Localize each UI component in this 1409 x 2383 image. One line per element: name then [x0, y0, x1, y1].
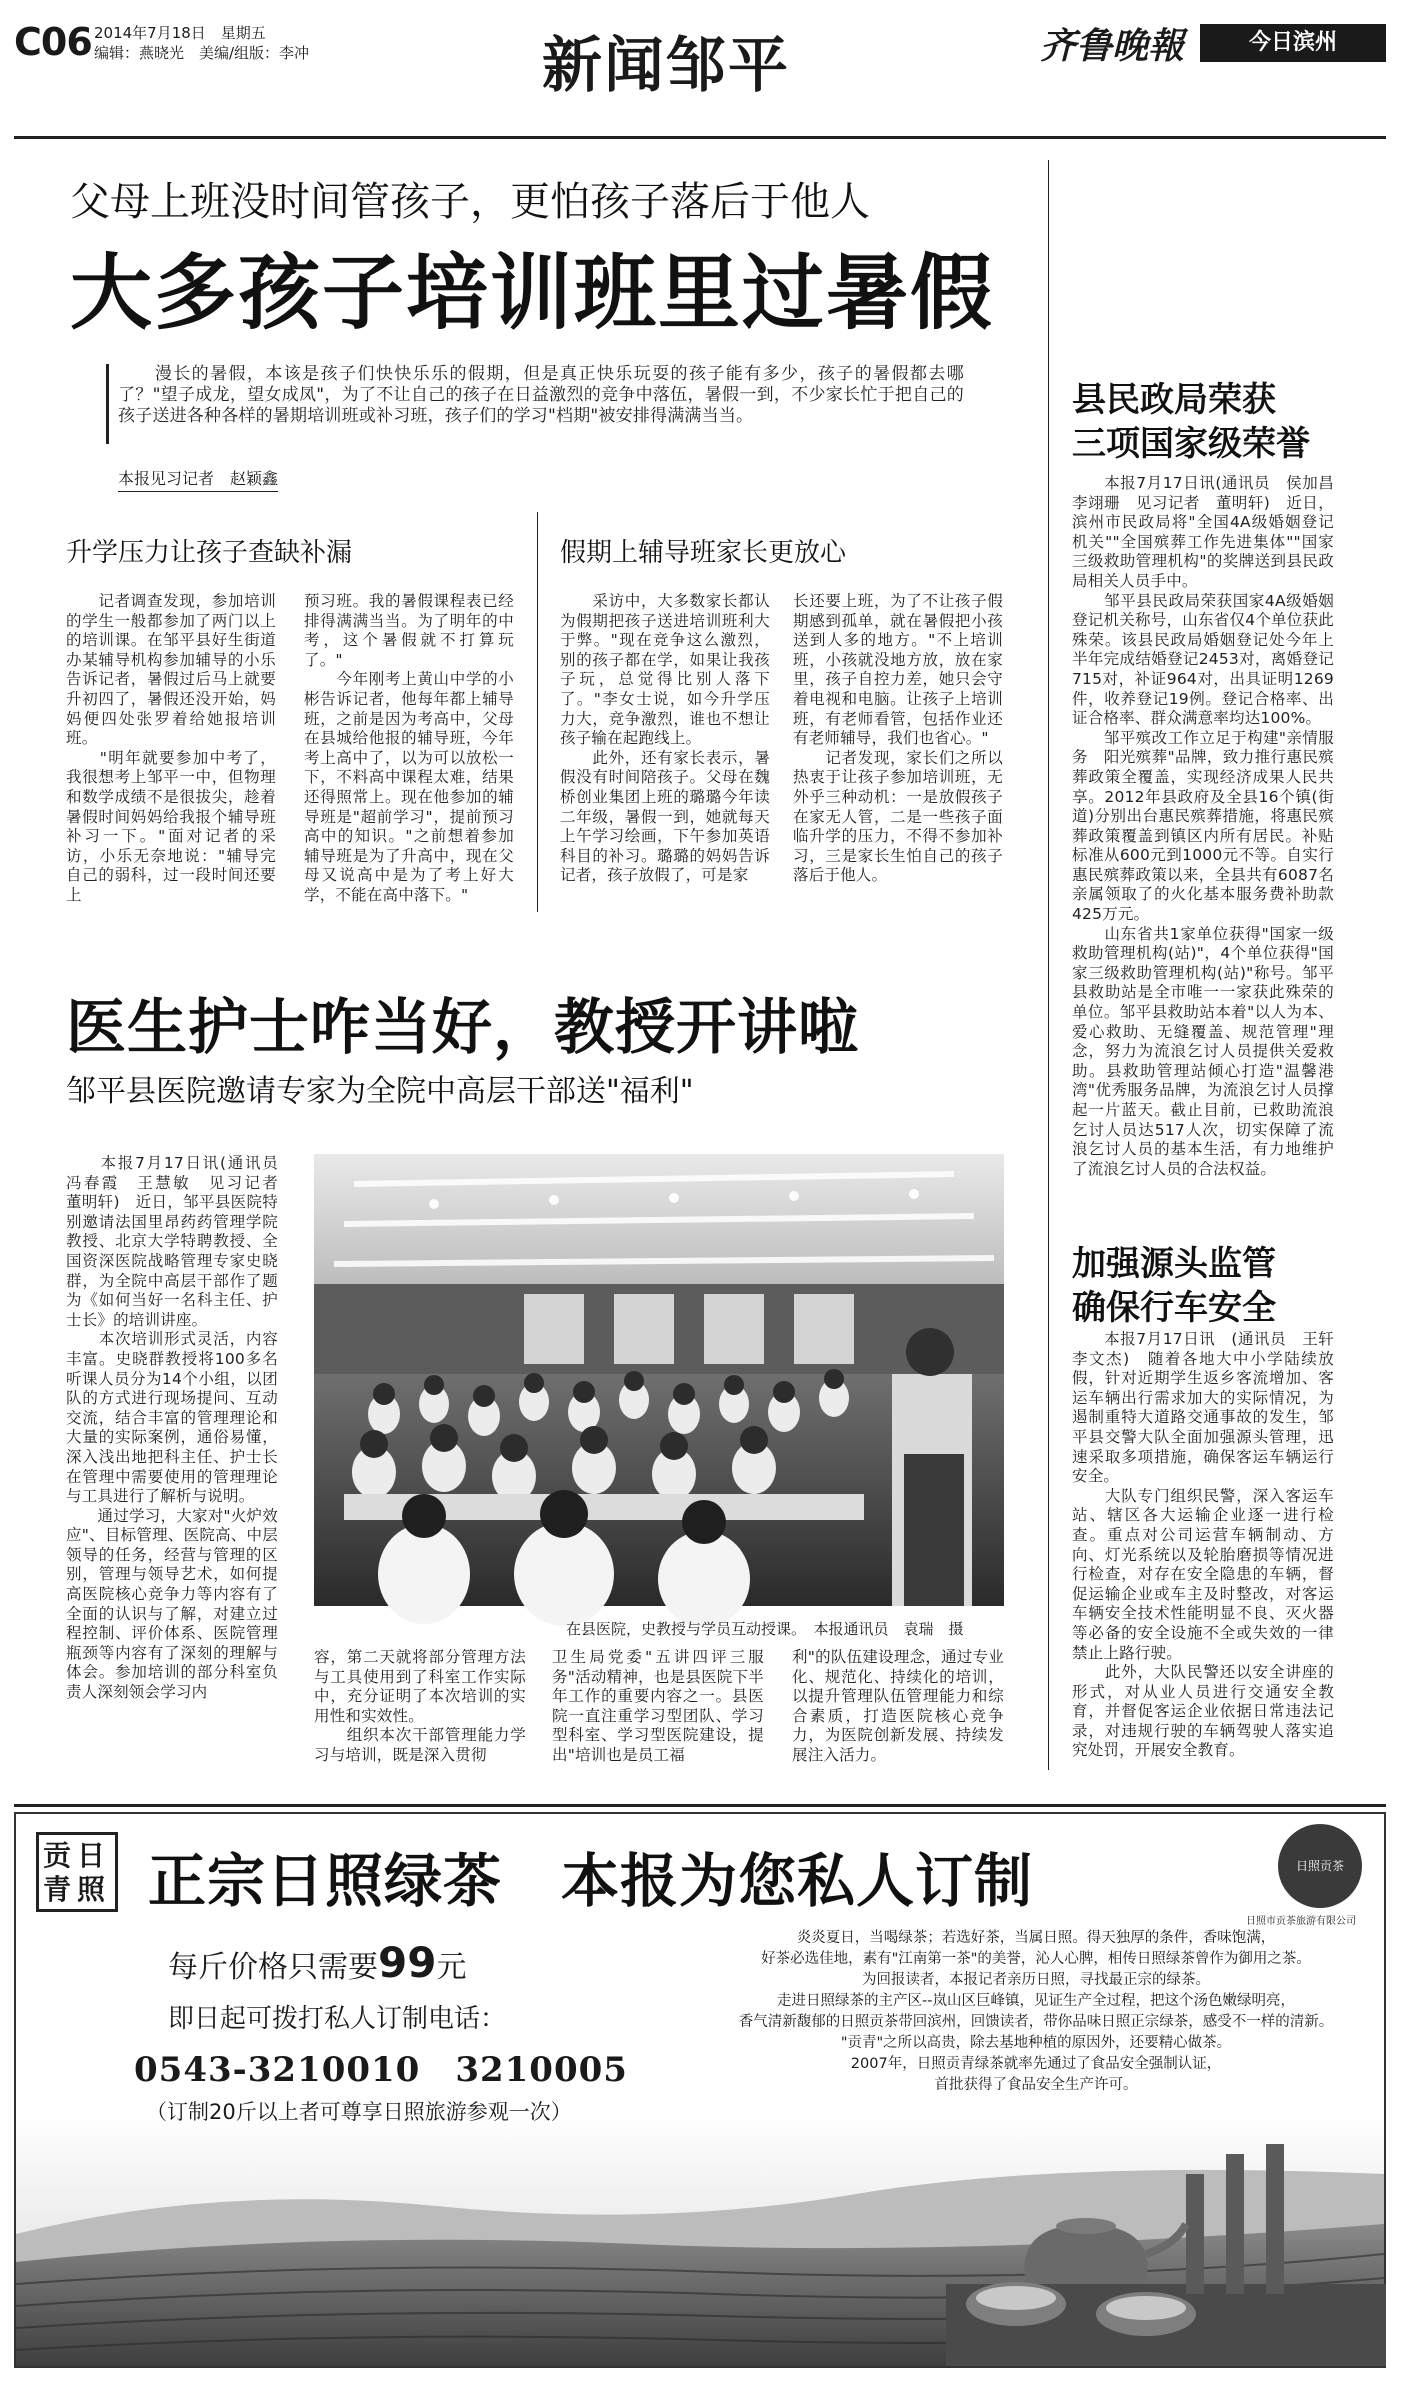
sidebar2-body: 本报7月17日讯 (通讯员 王轩 李文杰) 随着各地大中小学陆续放假，针对近期学生返乡客流增加、客运车辆出行需求加大的实际情况，为遏制重特大道路交通事故的发生，邹平县交警大队全面加强源头管理，迅速采取多项措施，确保客运车辆运行安全。 大队专门组织民警，深入客运车站、辖区各大运输企业逐一进行检查。重点对公司运营车辆制动、方向、灯光系统以及轮胎磨损等情况进行检查，对存在安全隐患的车辆，督促运输企业或车主及时整改，对客运车辆安全技术性能明显不良、灭火器等必备的安全设施不全或失效的一律禁止上路行驶。 此外，大队民警还以安全讲座的形式，对从业人员进行交通安全教育，并督促客运企业依据日常违法记录，对违规行驶的车辆驾驶人落实追究处罚，开展安全教育。: [1072, 1330, 1334, 1760]
photo-caption: 在县医院，史教授与学员互动授课。 本报通讯员 袁瑞 摄: [566, 1620, 964, 1638]
article1-column-divider: [537, 512, 538, 912]
call-line: 即日起可拨打私人订制电话：: [168, 2004, 507, 2034]
date-line: 2014年7月18日 星期五: [94, 24, 266, 42]
ad-copy-line: 香气清新馥郁的日照贡茶带回滨州，回馈读者，带你品味日照正宗绿茶，感受不一样的清新。: [738, 2014, 1334, 2030]
article2-col1: 本报7月17日讯(通讯员 冯春霞 王慧敏 见习记者 董明轩) 近日，邹平县医院特别邀请法国里昂药药管理学院教授、北京大学特聘教授、全国资深医院战略管理专家史晓群，为全院中高层干部作了题为《如何当好一名科主任、护士长》的培训讲座。 本次培训形式灵活，内容丰富。史晓群教授将100多名听课人员分为14个小组，以团队的方式进行现场提问、互动交流，结合丰富的管理理论和大量的实际案例，通俗易懂，深入浅出地把科主任、护士长在管理中需要使用的管理理论与工具进行了解析与说明。 通过学习，大家对"火炉效应"、目标管理、医院高、中层领导的任务，经营与管理的区别，管理与领导艺术，如何提高医院核心竞争力等内容有了全面的认识与了解，对建立过程控制、评价体系、医院管理瓶颈等内容有了深刻的理解与体会。参加培训的部分科室负责人深刻领会学习内: [66, 1154, 278, 1702]
brand-seal: [36, 1832, 118, 1912]
article1-subhead-1: 升学压力让孩子查缺补漏: [66, 538, 353, 568]
lecture-photo: [314, 1154, 1004, 1606]
editor-line: 编辑：燕晓光 美编/组版：李冲: [94, 44, 310, 62]
brand-badge-caption: 日照市贡茶旅游有限公司: [1246, 1916, 1356, 1927]
article1-col2: 预习班。我的暑假课程表已经排得满满当当。为了明年的中考，这个暑假就不打算玩了。" 今年刚考上黄山中学的小彬告诉记者，他每年都上辅导班，之前是因为考高中，父母在县城给他报的辅导班，今年考上高中了，以为可以放松一下，不料高中课程太难，结果还得照常上。现在他参加的辅导班是"超前学习"，提前预习高中的知识。"之前想着参加辅导班是为了升高中，现在父母又说高中是为了考上好大学，不能在高中落下。": [304, 592, 514, 904]
article1-headline: 大多孩子培训班里过暑假: [70, 246, 995, 341]
ad-copy-line: 炎炎夏日，当喝绿茶；若选好茶，当属日照。得天独厚的条件，香味饱满，: [796, 1930, 1276, 1946]
article1-byline: 本报见习记者 赵颖鑫: [118, 466, 278, 492]
article2-headline: 医生护士咋当好，教授开讲啦: [66, 993, 859, 1063]
edition-tag: 今日滨州: [1200, 24, 1386, 62]
sidebar2-headline-line1: 加强源头监管: [1072, 1244, 1276, 1284]
price-prefix: 每斤价格只需要: [168, 1950, 378, 1985]
brand-badge-text: 日照贡茶: [1295, 1859, 1344, 1873]
price-line: [168, 1938, 466, 1987]
article2-col4: 利"的队伍建设理念，通过专业化、规范化、持续化的培训，以提升管理队伍管理能力和综合素质，打造医院核心竞争力，为医院创新发展、持续发展注入活力。: [792, 1648, 1004, 1764]
article1-col1: 记者调查发现，参加培训的学生一般都参加了两门以上的培训课。在邹平县好生街道办某辅导机构参加辅导的小乐告诉记者，暑假过后马上就要升初四了，暑假还没开始，妈妈便四处张罗着给她报培训班。 "明年就要参加中考了，我很想考上邹平一中，但物理和数学成绩不是很拔尖，趁着暑假时间妈妈给我报个辅导班补习一下。"面对记者的采访，小乐无奈地说："辅导完自己的弱科，过一段时间还要上: [66, 592, 276, 904]
sidebar-divider: [1048, 160, 1049, 1770]
article1-subhead-2: 假期上辅导班家长更放心: [560, 538, 847, 568]
sidebar1-headline-line2: 三项国家级荣誉: [1072, 424, 1310, 464]
article1-kicker: 父母上班没时间管孩子，更怕孩子落后于他人: [70, 179, 870, 225]
section-title: 新闻邹平: [542, 31, 790, 101]
page-code: C06: [14, 20, 92, 64]
ad-copy-line: 走进日照绿茶的主产区--岚山区巨峰镇，见证生产全过程，把这个汤色嫩绿明亮，: [777, 1993, 1295, 2009]
brand-badge: [1278, 1824, 1362, 1908]
sidebar1-body: 本报7月17日讯(通讯员 侯加昌 李翊珊 见习记者 董明轩) 近日，滨州市民政局将"全国4A级婚姻登记机关""全国殡葬工作先进集体""国家三级救助管理机构"的奖牌送到县民政局相关人员手中。 邹平县民政局荣获国家4A级婚姻登记机关称号，山东省仅4个单位获此殊荣。该县民政局婚姻登记处今年上半年完成结婚登记2453对，离婚登记715对，补证964对，出具证明1269件，收养登记19例。登记合格率、出证合格率、群众满意率均达100%。 邹平殡改工作立足于构建"亲情服务 阳光殡葬"品牌，致力推行惠民殡葬政策全覆盖，实现经济成果人民共享。2012年县政府及全县16个镇(街道)分别出台惠民殡葬措施，将惠民殡葬政策覆盖到镇区内所有居民。补贴标准从600元到1000元不等。自实行惠民殡葬政策以来，全县共有6087名亲属领取了的火化基本服务费补助款425万元。 山东省共1家单位获得"国家一级救助管理机构(站)"，4个单位获得"国家三级救助管理机构(站)"称号。邹平县救助站是全市唯一一家获此殊荣的单位。邹平县救助站本着"以人为本、爱心救助、无缝覆盖、规范管理"理念，努力为流浪乞讨人员提供关爱救助。县救助管理站倾心打造"温馨港湾"优秀服务品牌，为流浪乞讨人员撑起一片蓝天。截止目前，已救助流浪乞讨人员达517人次，切实保障了流浪乞讨人员的基本生活，有力地维护了流浪乞讨人员的合法权益。: [1072, 474, 1334, 1178]
sidebar1-headline-line1: 县民政局荣获: [1072, 380, 1276, 420]
ad-copy-line: 为回报读者，本报记者亲历日照，寻找最正宗的绿茶。: [862, 1972, 1210, 1988]
ad-copy-line: 首批获得了食品安全生产许可。: [934, 2077, 1138, 2093]
phone-numbers: 0543-3210010 3210005: [134, 2050, 628, 2090]
sidebar2-headline-line2: 确保行车安全: [1072, 1288, 1276, 1328]
article2-col3: 卫生局党委"五讲四评三服务"活动精神，也是县医院下半年工作的重要内容之一。县医院一直注重学习型团队、学习型科室、学习型医院建设，提出"培训也是员工福: [552, 1648, 764, 1764]
brand-seal-text: 贡日青照: [43, 1839, 112, 1906]
article1-lede: 漫长的暑假，本该是孩子们快快乐乐的假期，但是真正快乐玩耍的孩子能有多少，孩子的暑假都去哪了？"望子成龙，望女成凤"，为了不让自己的孩子在日益激烈的竞争中落伍，暑假一到，不少家长忙于把自己的孩子送进各种各样的暑期培训班或补习班，孩子们的学习"档期"被安排得满满当当。: [118, 364, 964, 426]
ad-note: （订制20斤以上者可尊享日照旅游参观一次）: [146, 2100, 572, 2124]
article2-col2: 容，第二天就将部分管理方法与工具使用到了科室工作实际中，充分证明了本次培训的实用性和实效性。 组织本次干部管理能力学习与培训，既是深入贯彻: [314, 1648, 526, 1764]
ad-copy: [716, 1928, 1356, 2096]
article2-subhead: 邹平县医院邀请专家为全院中高层干部送"福利": [66, 1074, 694, 1109]
article1-col3: 采访中，大多数家长都认为假期把孩子送进培训班利大于弊。"现在竞争这么激烈，别的孩子都在学，如果让我孩子玩，总觉得比别人落下了。"李女士说，如今升学压力大，竞争激烈，谁也不想让孩子输在起跑线上。 此外，还有家长表示，暑假没有时间陪孩子。父母在魏桥创业集团上班的璐璐今年读二年级，暑假一到，她就每天上午学习绘画，下午参加英语科目的补习。璐璐的妈妈告诉记者，孩子放假了，可是家: [560, 592, 770, 885]
ad-copy-line: "贡青"之所以高贵，除去基地种植的原因外，还要精心做茶。: [840, 2035, 1232, 2051]
ad-headline: 正宗日照绿茶 本报为您私人订制: [148, 1847, 1034, 1915]
tea-advertisement: [14, 1812, 1386, 2368]
price-value: 99: [378, 1938, 437, 1987]
article1-col4: 长还要上班，为了不让孩子假期感到孤单，就在暑假把小孩送到人多的地方。"不上培训班，小孩就没地方放，放在家里，孩子自控力差，她只会守着电视和电脑。让孩子上培训班，有老师看管，包括作业还有老师辅导，我们也省心。" 记者发现，家长们之所以热衷于让孩子参加培训班，无外乎三种动机：一是放假孩子在家无人管，二是一些孩子面临升学的压力，不得不参加补习，三是家长生怕自己的孩子落后于他人。: [793, 592, 1003, 885]
article1-lede-bar: [106, 364, 109, 444]
masthead-logo: 齐鲁晚報: [1040, 25, 1185, 67]
header-rule: [14, 136, 1386, 139]
ad-copy-line: 好茶必选佳地，素有"江南第一茶"的美誉，沁人心脾，相传日照绿茶曾作为御用之茶。: [761, 1951, 1311, 1967]
price-suffix: 元: [436, 1950, 467, 1985]
ad-copy-line: 2007年，日照贡青绿茶就率先通过了食品安全强制认证，: [850, 2056, 1222, 2072]
ad-top-rule: [14, 1804, 1386, 1807]
